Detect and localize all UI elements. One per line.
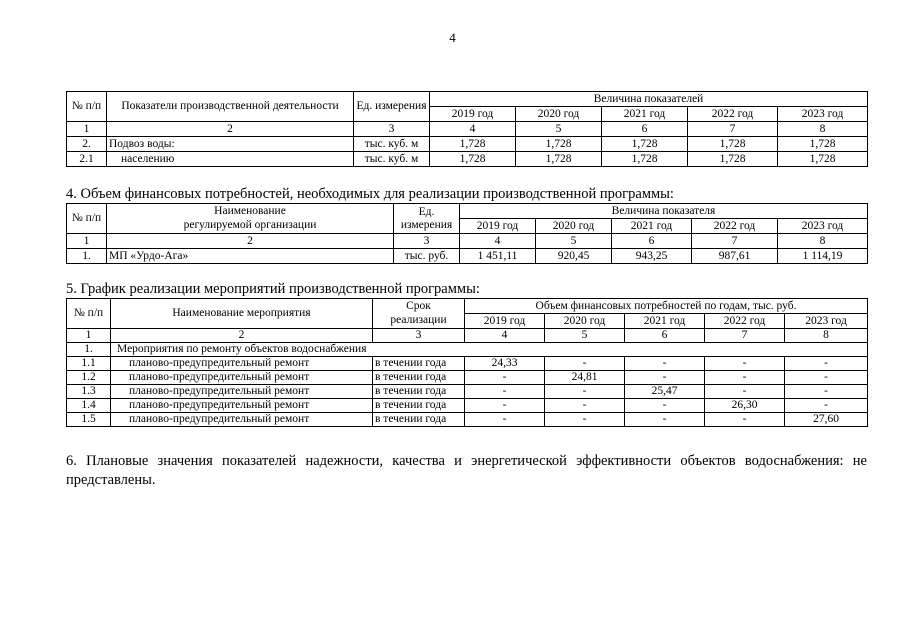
- index-cell: 2: [107, 122, 354, 137]
- page-number: 4: [449, 30, 456, 45]
- index-cell: 6: [602, 122, 688, 137]
- year-cell: 2020 год: [536, 219, 612, 234]
- value-cell: 1,728: [516, 137, 602, 152]
- row-unit: тыс. куб. м: [354, 152, 430, 167]
- index-cell: 3: [373, 329, 465, 343]
- header-org-line2: регулируемой организации: [107, 219, 394, 234]
- year-header-row: [67, 219, 868, 234]
- table-row: [67, 152, 868, 167]
- value-cell: -: [705, 413, 785, 427]
- year-cell: 2021 год: [625, 314, 705, 329]
- value-cell: 27,60: [785, 413, 868, 427]
- index-cell: 1: [67, 234, 107, 249]
- value-cell: 24,33: [465, 357, 545, 371]
- value-cell: 1,728: [688, 137, 778, 152]
- index-cell: 8: [778, 234, 868, 249]
- header-num: № п/п: [67, 299, 111, 329]
- year-cell: 2020 год: [516, 107, 602, 122]
- row-num: 1.2: [67, 371, 111, 385]
- value-cell: -: [625, 413, 705, 427]
- header-values: Величина показателя: [460, 204, 868, 219]
- row-term: в течении года: [373, 399, 465, 413]
- value-cell: 1,728: [430, 152, 516, 167]
- index-cell: 4: [465, 329, 545, 343]
- index-cell: 7: [692, 234, 778, 249]
- row-unit: тыс. руб.: [394, 249, 460, 264]
- table-row: [67, 357, 868, 371]
- value-cell: -: [785, 385, 868, 399]
- row-name: планово-предупредительный ремонт: [111, 371, 373, 385]
- group-num: 1.: [67, 343, 111, 357]
- row-num: 1.: [67, 249, 107, 264]
- value-cell: 987,61: [692, 249, 778, 264]
- value-cell: -: [545, 357, 625, 371]
- table-row: [67, 137, 868, 152]
- index-cell: 6: [612, 234, 692, 249]
- row-num: 1.5: [67, 413, 111, 427]
- header-num: № п/п: [67, 92, 107, 122]
- year-cell: 2023 год: [778, 219, 868, 234]
- header-num: № п/п: [67, 204, 107, 234]
- index-cell: 1: [67, 122, 107, 137]
- value-cell: 1,728: [778, 152, 868, 167]
- value-cell: -: [545, 385, 625, 399]
- header-measure: Наименование мероприятия: [111, 299, 373, 329]
- header-term-line1: Срок: [373, 299, 465, 314]
- row-num: 1.3: [67, 385, 111, 399]
- index-cell: 4: [430, 122, 516, 137]
- table-row: [67, 371, 868, 385]
- index-cell: 5: [516, 122, 602, 137]
- year-cell: 2019 год: [460, 219, 536, 234]
- schedule-table: [66, 298, 868, 427]
- year-cell: 2022 год: [705, 314, 785, 329]
- value-cell: -: [625, 371, 705, 385]
- row-term: в течении года: [373, 371, 465, 385]
- index-cell: 5: [536, 234, 612, 249]
- section6-line2: представлены.: [66, 472, 156, 488]
- header-unit: Ед. измерения: [394, 204, 460, 234]
- year-cell: 2019 год: [465, 314, 545, 329]
- value-cell: 1 451,11: [460, 249, 536, 264]
- index-cell: 4: [460, 234, 536, 249]
- year-cell: 2022 год: [692, 219, 778, 234]
- row-unit: тыс. куб. м: [354, 137, 430, 152]
- index-cell: 2: [111, 329, 373, 343]
- value-cell: -: [785, 371, 868, 385]
- table-row: [67, 413, 868, 427]
- value-cell: -: [705, 385, 785, 399]
- row-num: 2.: [67, 137, 107, 152]
- financial-needs-table: [66, 203, 868, 264]
- index-cell: 3: [354, 122, 430, 137]
- index-row: [67, 122, 868, 137]
- table-row: [67, 399, 868, 413]
- value-cell: 1,728: [516, 152, 602, 167]
- group-name: Мероприятия по ремонту объектов водоснабжения: [111, 343, 868, 357]
- header-unit: Ед. измерения: [354, 92, 430, 122]
- row-name: населению: [107, 152, 354, 167]
- index-cell: 5: [545, 329, 625, 343]
- row-name: МП «Урдо-Ага»: [107, 249, 394, 264]
- index-cell: 6: [625, 329, 705, 343]
- value-cell: 943,25: [612, 249, 692, 264]
- year-cell: 2023 год: [778, 107, 868, 122]
- index-cell: 8: [785, 329, 868, 343]
- value-cell: 1,728: [688, 152, 778, 167]
- index-cell: 7: [705, 329, 785, 343]
- year-cell: 2020 год: [545, 314, 625, 329]
- value-cell: 1 114,19: [778, 249, 868, 264]
- value-cell: -: [465, 371, 545, 385]
- value-cell: -: [465, 399, 545, 413]
- section6-line1: 6. Плановые значения показателей надежности, качества и энергетической эффективности объектов водоснабжения: не: [66, 453, 867, 469]
- table-row: [67, 249, 868, 264]
- section4-title: 4. Объем финансовых потребностей, необходимых для реализации производственной программы:: [66, 186, 674, 202]
- value-cell: -: [785, 399, 868, 413]
- row-term: в течении года: [373, 385, 465, 399]
- year-cell: 2019 год: [430, 107, 516, 122]
- year-cell: 2021 год: [612, 219, 692, 234]
- index-cell: 2: [107, 234, 394, 249]
- value-cell: 1,728: [602, 152, 688, 167]
- year-cell: 2021 год: [602, 107, 688, 122]
- value-cell: -: [545, 413, 625, 427]
- index-row: [67, 234, 868, 249]
- year-cell: 2023 год: [785, 314, 868, 329]
- value-cell: 24,81: [545, 371, 625, 385]
- row-num: 1.4: [67, 399, 111, 413]
- group-row: [67, 343, 868, 357]
- index-cell: 7: [688, 122, 778, 137]
- production-indicators-table: [66, 91, 868, 167]
- header-term-line2: реализации: [373, 314, 465, 329]
- table-row: [67, 385, 868, 399]
- section5-title: 5. График реализации мероприятий производственной программы:: [66, 281, 480, 297]
- header-org-line1: Наименование: [107, 204, 394, 219]
- value-cell: 920,45: [536, 249, 612, 264]
- row-term: в течении года: [373, 357, 465, 371]
- value-cell: -: [625, 357, 705, 371]
- year-cell: 2022 год: [688, 107, 778, 122]
- value-cell: 1,728: [602, 137, 688, 152]
- index-cell: 8: [778, 122, 868, 137]
- value-cell: -: [705, 371, 785, 385]
- header-values: Объем финансовых потребностей по годам, тыс. руб.: [465, 299, 868, 314]
- index-cell: 1: [67, 329, 111, 343]
- row-term: в течении года: [373, 413, 465, 427]
- row-name: планово-предупредительный ремонт: [111, 357, 373, 371]
- value-cell: 25,47: [625, 385, 705, 399]
- header-indicator: Показатели производственной деятельности: [107, 92, 354, 122]
- section6-paragraph: [66, 452, 867, 490]
- value-cell: -: [465, 385, 545, 399]
- value-cell: -: [785, 357, 868, 371]
- value-cell: -: [625, 399, 705, 413]
- row-name: Подвоз воды:: [107, 137, 354, 152]
- value-cell: -: [545, 399, 625, 413]
- row-num: 2.1: [67, 152, 107, 167]
- index-cell: 3: [394, 234, 460, 249]
- row-name: планово-предупредительный ремонт: [111, 413, 373, 427]
- row-name: планово-предупредительный ремонт: [111, 385, 373, 399]
- value-cell: -: [705, 357, 785, 371]
- index-row: [67, 329, 868, 343]
- header-values: Величина показателей: [430, 92, 868, 107]
- value-cell: 26,30: [705, 399, 785, 413]
- value-cell: 1,728: [778, 137, 868, 152]
- value-cell: 1,728: [430, 137, 516, 152]
- value-cell: -: [465, 413, 545, 427]
- row-name: планово-предупредительный ремонт: [111, 399, 373, 413]
- row-num: 1.1: [67, 357, 111, 371]
